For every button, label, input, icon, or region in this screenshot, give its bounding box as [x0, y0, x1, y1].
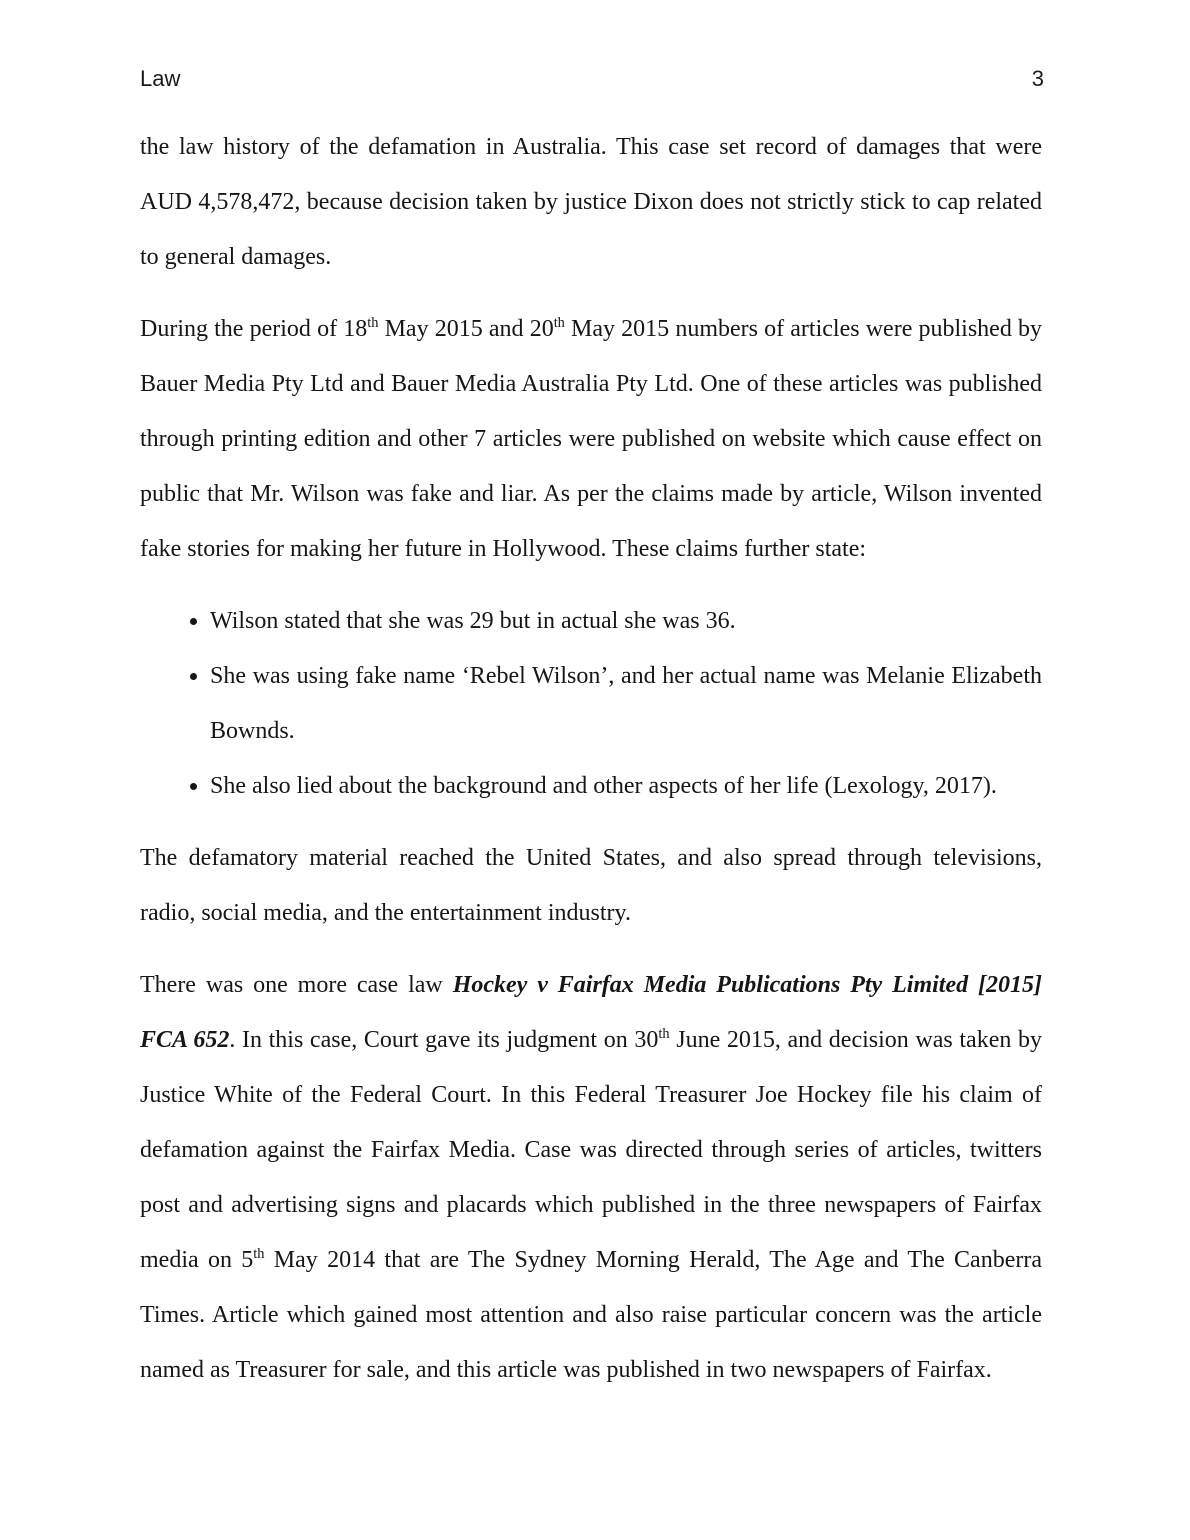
paragraph	[140, 302, 1042, 577]
paragraph	[140, 831, 1042, 941]
text-segment: the law history of the defamation in Australia. This case set record of damages that were AUD 4,578,472, because decision taken by justice Dixon does not strictly stick to cap related to general damages.	[140, 134, 1042, 270]
text-segment: May 2014 that are The Sydney Morning Herald, The Age and The Canberra Times. Article which gained most attention and also raise particular concern was the article named as Treasurer for sale, and this article was published in two newspapers of Fairfax.	[140, 1247, 1042, 1383]
list-item	[210, 594, 1042, 649]
text-segment: There was one more case law	[140, 972, 453, 998]
superscript: th	[253, 1246, 265, 1262]
page-number: 3	[1031, 66, 1044, 91]
paragraph	[140, 120, 1042, 285]
page-body	[140, 120, 1042, 1398]
text-segment: Hockey v Fairfax Media Publications Pty Limited [2015] FCA 652	[140, 972, 1042, 1053]
list-item	[210, 649, 1042, 759]
text-segment: During the period of 18	[140, 316, 368, 342]
text-segment: June 2015, and decision was taken by Justice White of the Federal Court. In this Federal Treasurer Joe Hockey file his claim of defamation against the Fairfax Media. Case was directed through series of articles, twitters post and advertising signs and placards which published in the three newspapers of Fairfax media on 5	[140, 1027, 1042, 1273]
paragraph	[140, 958, 1042, 1398]
text-segment: May 2015 and 20	[378, 316, 554, 342]
page-header	[0, 0, 1190, 92]
header-title: Law	[140, 66, 181, 91]
list-item	[210, 759, 1042, 814]
bullet-list	[140, 594, 1042, 814]
superscript: th	[553, 315, 565, 331]
superscript: th	[658, 1026, 670, 1042]
text-segment: Wilson stated that she was 29 but in actual she was 36.	[210, 608, 736, 634]
superscript: th	[367, 315, 379, 331]
text-segment: The defamatory material reached the United States, and also spread through televisions, radio, social media, and the entertainment industry.	[140, 845, 1042, 926]
text-segment: May 2015 numbers of articles were published by Bauer Media Pty Ltd and Bauer Media Australia Pty Ltd. One of these articles was published through printing edition and other 7 articles were published on website which cause effect on public that Mr. Wilson was fake and liar. As per the claims made by article, Wilson invented fake stories for making her future in Hollywood. These claims further state:	[140, 316, 1042, 562]
text-segment: She also lied about the background and other aspects of her life (Lexology, 2017).	[210, 773, 997, 799]
text-segment: . In this case, Court gave its judgment on 30	[229, 1027, 659, 1053]
text-segment: She was using fake name ‘Rebel Wilson’, and her actual name was Melanie Elizabeth Bownds.	[210, 663, 1042, 744]
